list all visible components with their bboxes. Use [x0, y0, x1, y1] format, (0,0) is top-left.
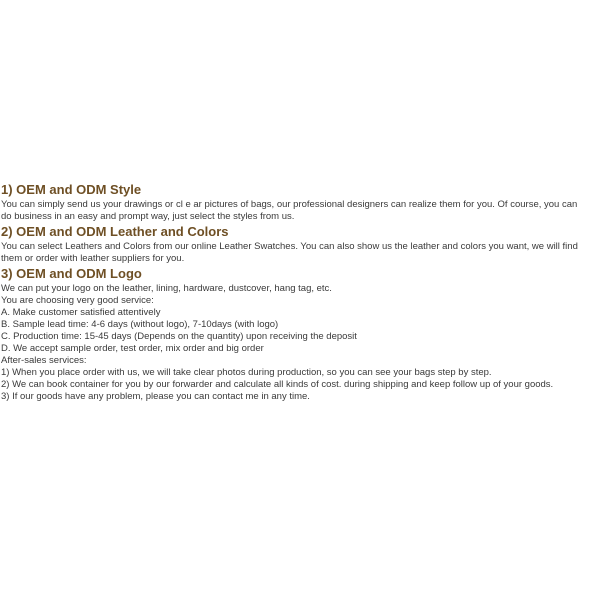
body-line: C. Production time: 15-45 days (Depends on the quantity) upon receiving the deposit	[1, 331, 357, 342]
section-body	[1, 199, 599, 223]
section-oem-odm-logo	[1, 265, 599, 403]
body-line: them or order with leather suppliers for you.	[1, 253, 185, 264]
body-line: 2) We can book container for you by our forwarder and calculate all kinds of cost. during shipping and keep follow up of your goods.	[1, 379, 554, 390]
section-oem-odm-style	[1, 181, 599, 223]
section-heading: 1) OEM and ODM Style	[1, 182, 142, 197]
section-body	[1, 241, 599, 265]
body-line: We can put your logo on the leather, lining, hardware, dustcover, hang tag, etc.	[1, 283, 332, 294]
section-body	[1, 283, 599, 403]
body-line: After-sales services:	[1, 355, 87, 366]
body-line: A. Make customer satisfied attentively	[1, 307, 161, 318]
body-line: You can select Leathers and Colors from our online Leather Swatches. You can also show us the leather and colors you want, we will find	[1, 241, 578, 252]
body-line: You can simply send us your drawings or cl e ar pictures of bags, our professional designers can realize them for you. Of course, you can	[1, 199, 578, 210]
page-content	[1, 181, 599, 403]
body-line: B. Sample lead time: 4-6 days (without logo), 7-10days (with logo)	[1, 319, 279, 330]
body-line: D. We accept sample order, test order, mix order and big order	[1, 343, 264, 354]
body-line: 3) If our goods have any problem, please you can contact me in any time.	[1, 391, 310, 402]
section-heading: 3) OEM and ODM Logo	[1, 266, 142, 281]
section-heading: 2) OEM and ODM Leather and Colors	[1, 224, 229, 239]
body-line: do business in an easy and prompt way, just select the styles from us.	[1, 211, 295, 222]
body-line: You are choosing very good service:	[1, 295, 154, 306]
section-oem-odm-leather-colors	[1, 223, 599, 265]
body-line: 1) When you place order with us, we will take clear photos during production, so you can see your bags step by step.	[1, 367, 492, 378]
